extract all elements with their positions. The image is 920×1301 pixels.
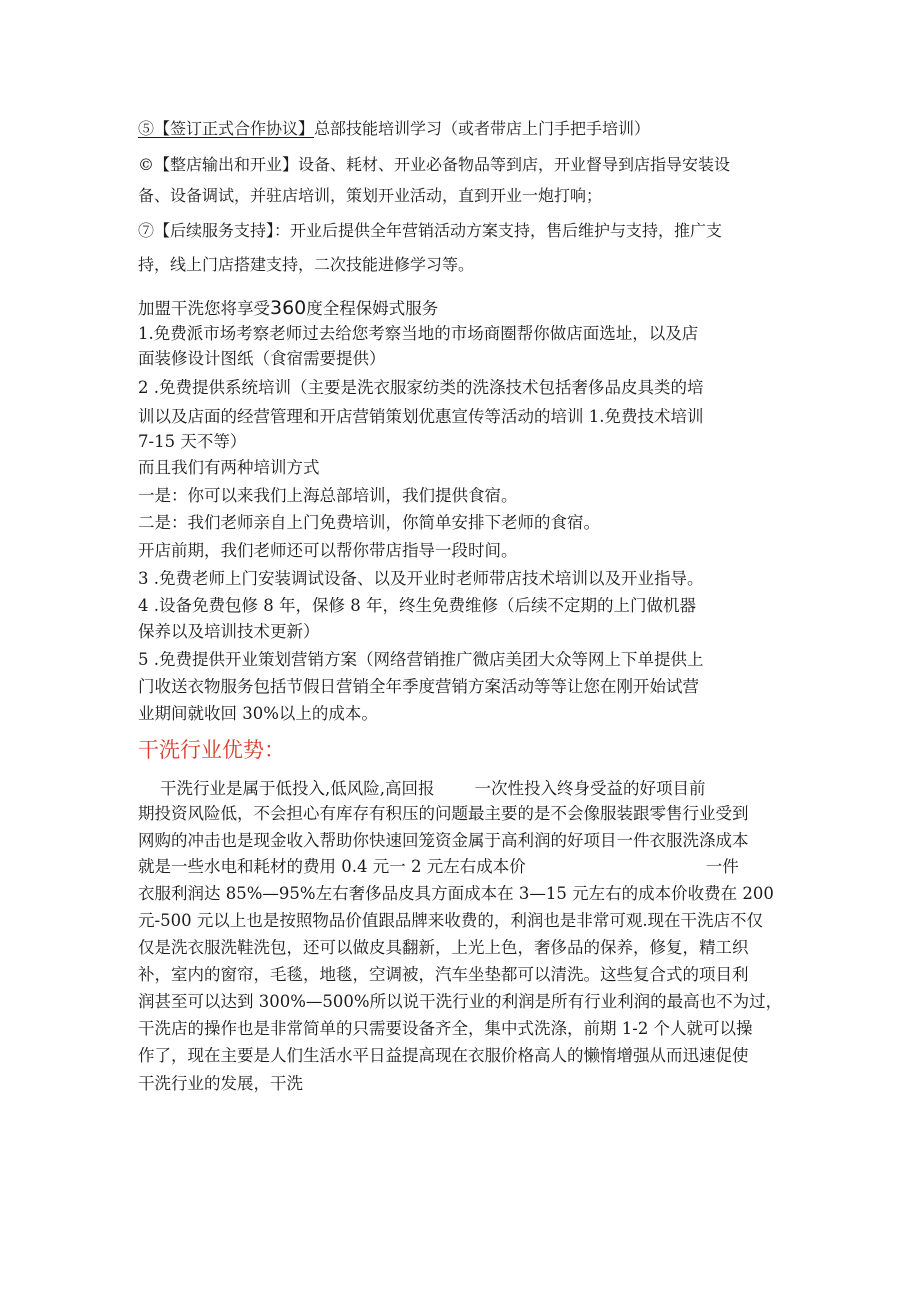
- step-7-line-1: ⑦【后续服务支持】：开业后提供全年营销活动方案支持，售后维护与支持，推广支: [138, 221, 723, 240]
- paragraph-line-1b: 一次性投入终身受益的好项目前: [474, 779, 706, 798]
- section-heading: 干洗行业优势：: [138, 738, 285, 762]
- services-line: 5 .免费提供开业策划营销方案（网络营销推广微店美团大众等网上下单提供上: [138, 650, 704, 669]
- paragraph-line: 衣服利润达 85%—95%左右奢侈品皮具方面成本在 3—15 元左右的成本价收费在 200: [138, 884, 774, 903]
- services-line: 门收送衣物服务包括节假日营销全年季度营销方案活动等等让您在刚开始试营: [138, 677, 699, 696]
- services-line: 2 .免费提供系统培训（主要是洗衣服家纺类的洗涤技术包括奢侈品皮具类的培: [138, 378, 704, 397]
- services-line: 保养以及培训技术更新）: [138, 622, 320, 641]
- step-5-title: ⑤【签订正式合作协议】: [138, 119, 315, 138]
- step-6-line-2: 备、设备调试，并驻店培训，策划开业活动，直到开业一炮打响；: [138, 186, 603, 205]
- paragraph-line-1a: 干洗行业是属于低投入,低风险,高回报: [160, 779, 435, 798]
- paragraph-line: 仅是洗衣服洗鞋洗包，还可以做皮具翻新，上光上色，奢侈品的保养，修复，精工织: [138, 938, 749, 957]
- paragraph-line-4: [138, 855, 739, 879]
- step-6-line-1: ©【整店输出和开业】设备、耗材、开业必备物品等到店，开业督导到店指导安装设: [138, 155, 731, 174]
- intro-text-b: 度全程保姆式服务: [306, 299, 439, 318]
- services-line: 而且我们有两种培训方式: [138, 458, 320, 477]
- services-line: 一是：你可以来我们上海总部培训，我们提供食宿。: [138, 486, 518, 505]
- services-line: 训以及店面的经营管理和开店营销策划优惠宣传等活动的培训 1.免费技术培训: [138, 407, 704, 426]
- paragraph-line: 补，室内的窗帘，毛毯，地毯，空调被，汽车坐垫都可以清洗。这些复合式的项目利: [138, 965, 749, 984]
- services-line: 二是：我们老师亲自上门免费培训，你简单安排下老师的食宿。: [138, 513, 600, 532]
- paragraph-line: 润甚至可以达到 300%—500%所以说干洗行业的利润是所有行业利润的最高也不为过，: [138, 992, 783, 1011]
- paragraph-line-1: [160, 777, 706, 801]
- services-line: 3 .免费老师上门安装调试设备、以及开业时老师带店技术培训以及开业指导。: [138, 569, 704, 588]
- paragraph-line: 作了，现在主要是人们生活水平日益提高现在衣服价格高人的懒惰增强从而迅速促使: [138, 1046, 749, 1065]
- intro-360: 360: [270, 297, 307, 319]
- paragraph-line-4b: 一件: [705, 857, 739, 876]
- paragraph-line: 干洗行业的发展，干洗: [138, 1074, 303, 1093]
- services-line: 面装修设计图纸（食宿需要提供）: [138, 349, 386, 368]
- paragraph-line: 网购的冲击也是现金收入帮助你快速回笼资金属于高利润的好项目一件衣服洗涤成本: [138, 831, 749, 850]
- services-line: 开店前期，我们老师还可以帮你带店指导一段时间。: [138, 541, 518, 560]
- paragraph-line-4a: 就是一些水电和耗材的费用 0.4 元一 2 元左右成本价: [138, 857, 526, 876]
- services-line: 1.免费派市场考察老师过去给您考察当地的市场商圈帮你做店面选址，以及店: [138, 324, 699, 343]
- services-line: 4 .设备免费包修 8 年，保修 8 年，终生免费维修（后续不定期的上门做机器: [138, 596, 696, 615]
- step-5-text: 总部技能培训学习（或者带店上门手把手培训）: [314, 119, 651, 138]
- paragraph-line: 期投资风险低，不会担心有库存有积压的问题最主要的是不会像服装跟零售行业受到: [138, 804, 749, 823]
- services-line: 业期间就收回 30%以上的成本。: [138, 704, 378, 723]
- paragraph-line: 干洗店的操作也是非常简单的只需要设备齐全，集中式洗涤，前期 1-2 个人就可以操: [138, 1019, 753, 1038]
- paragraph-line: 元-500 元以上也是按照物品价值跟品牌来收费的，利润也是非常可观.现在干洗店不仅: [138, 911, 764, 930]
- intro-text-a: 加盟干洗您将享受: [138, 299, 270, 318]
- services-line: 7-15 天不等）: [138, 432, 247, 451]
- step-5-line: [138, 117, 650, 141]
- services-intro: [138, 296, 438, 321]
- step-7-line-2: 持，线上门店搭建支持，二次技能进修学习等。: [138, 255, 475, 274]
